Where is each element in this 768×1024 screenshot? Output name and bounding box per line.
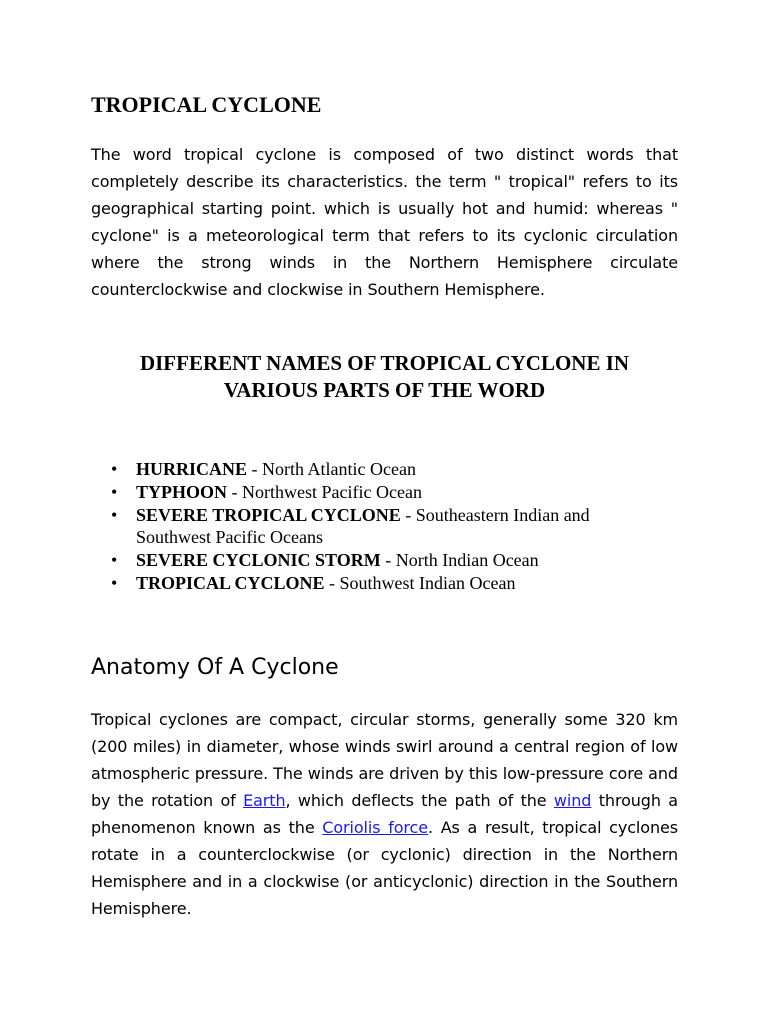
cyclone-name: SEVERE CYCLONIC STORM	[136, 550, 381, 570]
page-title: TROPICAL CYCLONE	[91, 92, 322, 117]
names-heading: DIFFERENT NAMES OF TROPICAL CYCLONE IN VARIOUS PARTS OF THE WORD	[139, 351, 630, 402]
cyclone-region: - North Indian Ocean	[380, 550, 539, 570]
list-item	[108, 458, 668, 480]
list-item	[108, 572, 668, 594]
bullet-icon: •	[111, 550, 118, 570]
intro-paragraph: The word tropical cyclone is composed of two distinct words that completely describe its characteristics. the term " tropical" refers to its geographical starting point. which is usually hot and humid: whereas " cyclone" is a meteorological term that refers to its cyclonic circulation where the strong winds in the Northern Hemisphere circulate counterclockwise and clockwise in Southern Hemisphere.	[91, 145, 678, 299]
list-item	[108, 549, 668, 571]
cyclone-region: - Northwest Pacific Ocean	[227, 482, 422, 502]
cyclone-region: - North Atlantic Ocean	[247, 459, 416, 479]
anatomy-text: Tropical cyclones are compact, circular storms, generally some 320 km (200 miles) in diameter, whose winds swirl around a central region of low atmospheric pressure. The winds are driven by this low-pressure core and by the rotation of	[91, 710, 678, 810]
cyclone-names-list	[108, 458, 668, 595]
anatomy-paragraph	[91, 706, 678, 922]
cyclone-name: SEVERE TROPICAL CYCLONE	[136, 505, 401, 525]
anatomy-text: , which deflects the path of the	[285, 791, 554, 810]
cyclone-name: TYPHOON	[136, 482, 228, 502]
anatomy-heading: Anatomy Of A Cyclone	[91, 655, 339, 680]
list-item	[108, 504, 668, 548]
cyclone-region: - Southeastern Indian and Southwest Pacific Oceans	[136, 505, 590, 547]
anatomy-text: through a phenomenon known as the	[91, 791, 678, 837]
anatomy-text: . As a result, tropical cyclones rotate in a counterclockwise (or cyclonic) direction in the Northern Hemisphere and in a clockwise (or anticyclonic) direction in the Southern Hemisphere.	[91, 818, 678, 918]
coriolis-force-link[interactable]: Coriolis force	[322, 818, 428, 837]
bullet-icon: •	[111, 505, 118, 525]
cyclone-region: - Southwest Indian Ocean	[324, 573, 516, 593]
cyclone-name: TROPICAL CYCLONE	[136, 573, 325, 593]
bullet-icon: •	[111, 482, 118, 502]
cyclone-name: HURRICANE	[136, 459, 248, 479]
list-item	[108, 481, 668, 503]
bullet-icon: •	[111, 573, 118, 593]
bullet-icon: •	[111, 459, 118, 479]
earth-link[interactable]: Earth	[243, 791, 286, 810]
wind-link[interactable]: wind	[553, 791, 592, 810]
